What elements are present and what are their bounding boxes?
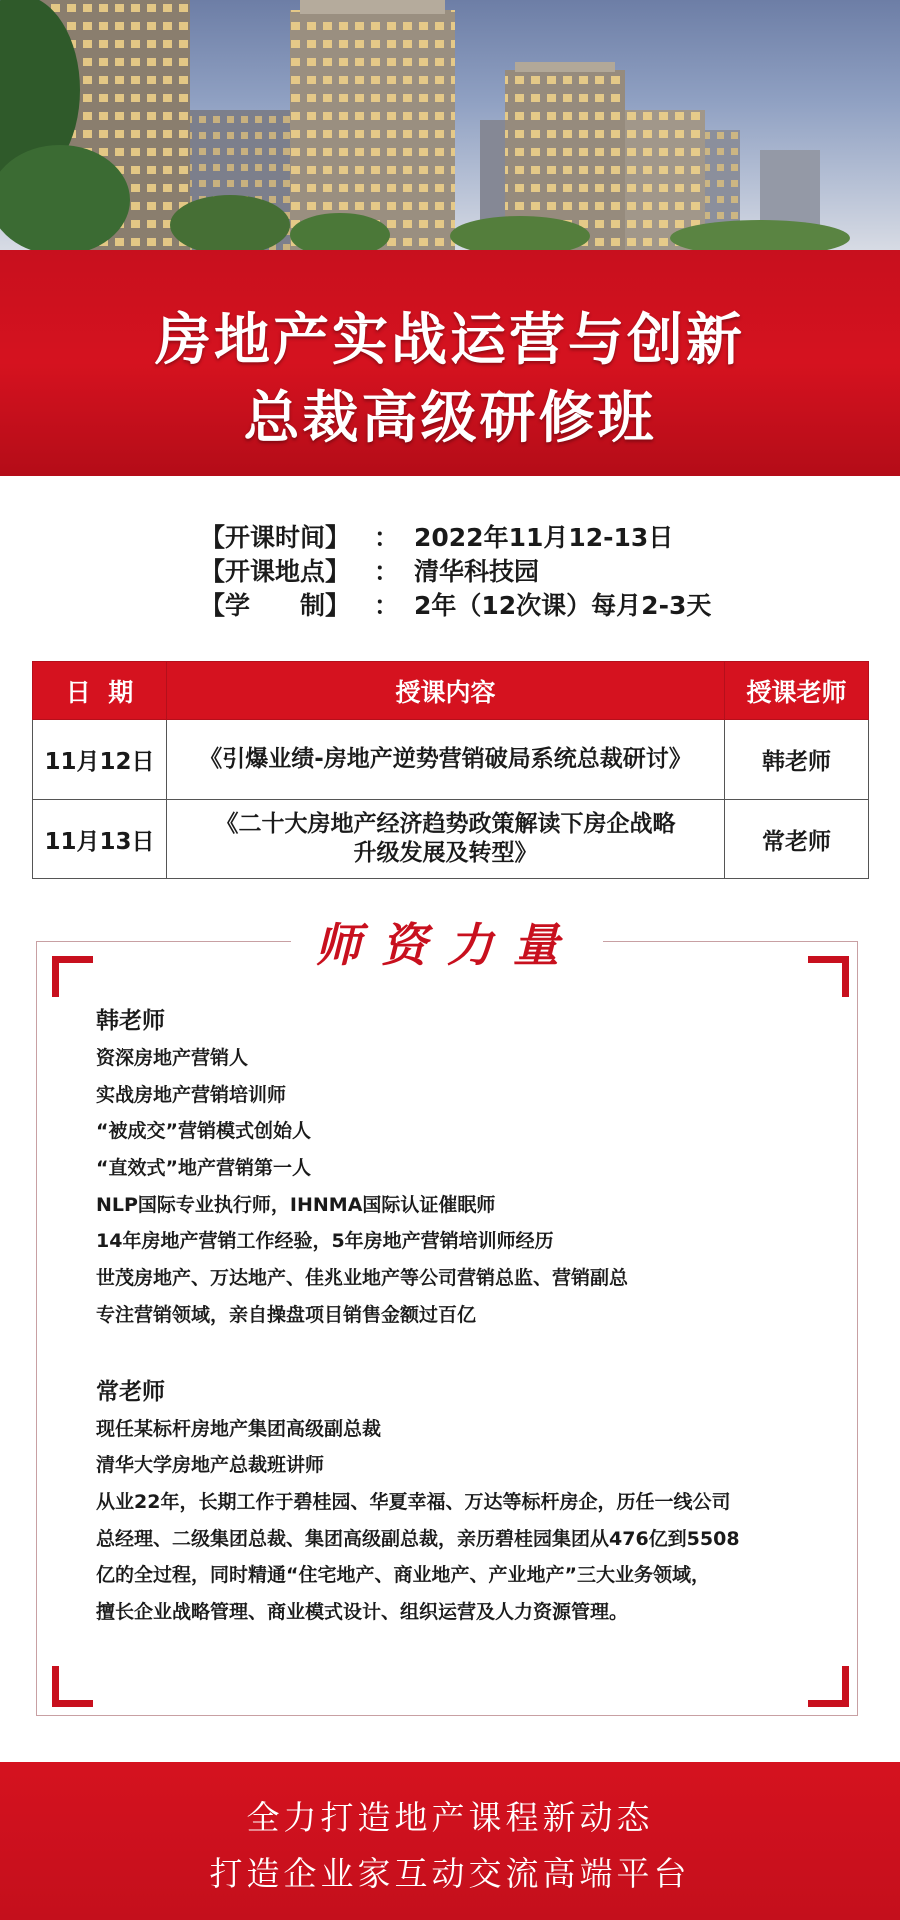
cell-content [167,720,725,800]
teacher-bio-line: “直效式”地产营销第一人 [96,1157,311,1180]
cell-teacher: 常老师 [725,800,869,879]
cell-date: 11月13日 [33,800,167,879]
teacher-bio-line: 实战房地产营销培训师 [96,1083,287,1106]
cell-date: 11月12日 [33,720,167,800]
skyline-illustration [0,0,900,250]
teacher-bio-line: 从业22年，长期工作于碧桂园、华夏幸福、万达等标杆房企，历任一线公司 [96,1490,731,1513]
info-value: 2年（12次课）每月2-3天 [414,591,712,620]
course-info [200,518,820,620]
page-title-line2: 总裁高级研修班 [243,386,657,451]
faculty-title-wrap [36,917,858,973]
page-title-line1: 房地产实战运营与创新 [155,308,745,373]
spacer [96,1334,826,1374]
faculty-text [96,1003,826,1631]
teacher-bio-line: 清华大学房地产总裁班讲师 [96,1454,325,1477]
teacher-bio-line: 亿的全过程，同时精通“住宅地产、商业地产、产业地产”三大业务领域， [96,1564,710,1587]
header-date: 日 期 [33,662,167,720]
teacher-bio-line: 专注营销领域，亲自操盘项目销售金额过百亿 [96,1303,477,1326]
info-label: 【学 制】 [200,591,351,620]
table-row [33,720,869,800]
title-banner [0,250,900,476]
header-teacher: 授课老师 [725,662,869,720]
table-header-row [33,662,869,720]
table-row [33,800,869,879]
info-row-location [200,552,820,586]
info-label: 【开课地点】 [200,557,351,586]
teacher-bio-line: NLP国际专业执行师，IHNMA国际认证催眠师 [96,1193,496,1216]
teacher-bio-line: 14年房地产营销工作经验，5年房地产营销培训师经历 [96,1230,554,1253]
teacher-bio-line: 现任某标杆房地产集团高级副总裁 [96,1417,382,1440]
teacher-bio-line: 世茂房地产、万达地产、佳兆业地产等公司营销总监、营销副总 [96,1267,629,1290]
teacher-bio-line: 资深房地产营销人 [96,1047,249,1069]
cell-teacher: 韩老师 [725,720,869,800]
info-row-time [200,518,820,552]
info-value: 清华科技园 [414,557,540,586]
teacher-name: 常老师 [96,1378,165,1405]
faculty-title: 师资力量 [291,917,603,973]
footer-slogan: 全力打造地产课程新动态 [246,1798,654,1837]
footer-slogan: 打造企业家互动交流高端平台 [209,1854,691,1893]
teacher-bio-line: 擅长企业战略管理、商业模式设计、组织运营及人力资源管理。 [96,1600,629,1623]
hero-image [0,0,900,250]
info-row-duration [200,586,820,620]
header-content: 授课内容 [167,662,725,720]
info-separator: ： [374,591,400,620]
info-separator: ： [374,523,400,552]
teacher-name: 韩老师 [96,1008,165,1034]
corner-bracket-icon [808,1666,849,1707]
cell-content [167,800,725,879]
footer-banner [0,1762,900,1920]
teacher-bio-line: “被成交”营销模式创始人 [96,1120,311,1143]
info-value: 2022年11月12-13日 [414,523,674,552]
cell-content-line: 升级发展及转型》 [353,840,538,866]
corner-bracket-icon [52,1666,93,1707]
info-separator: ： [374,557,400,586]
cell-content-line: 《二十大房地产经济趋势政策解读下房企战略 [215,811,676,837]
info-label: 【开课时间】 [200,523,351,552]
cell-content-line: 《引爆业绩-房地产逆势营销破局系统总裁研讨》 [199,746,692,772]
schedule-table [32,661,869,879]
teacher-bio-line: 总经理、二级集团总裁、集团高级副总裁，亲历碧桂园集团从476亿到5508 [96,1527,740,1550]
